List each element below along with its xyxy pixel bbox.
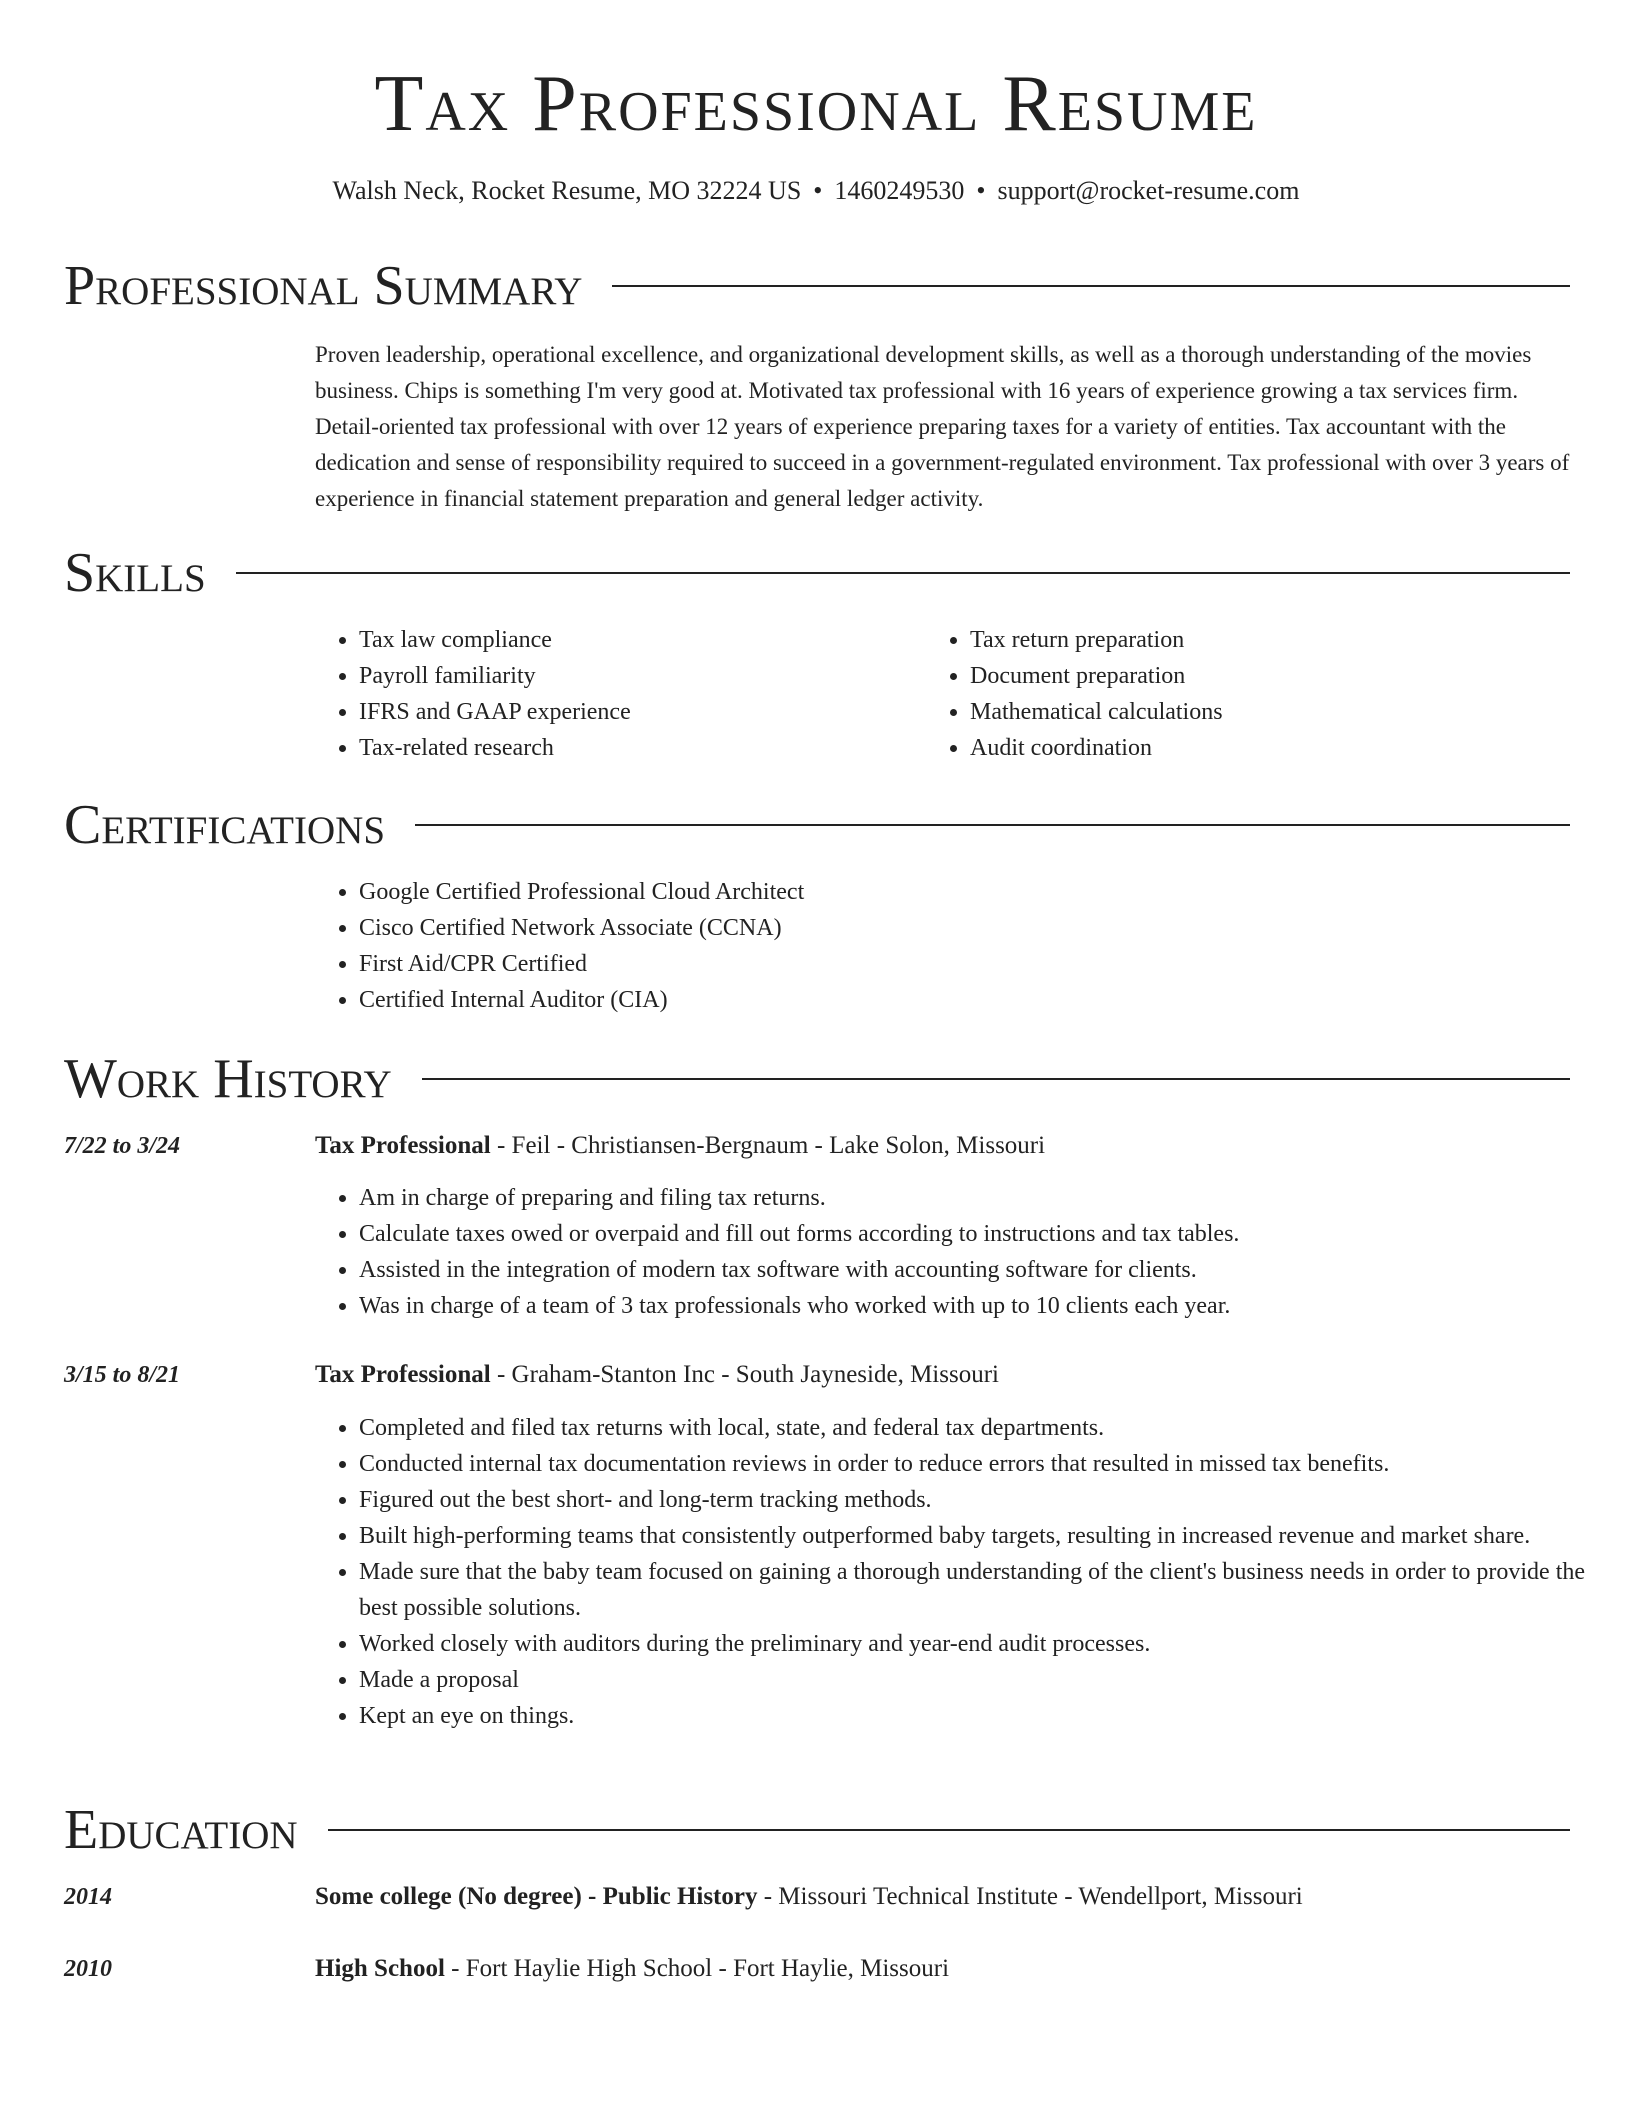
contact-separator: •	[976, 176, 986, 205]
certification-item: • Cisco Certified Network Associate (CCNA)	[359, 910, 1559, 946]
job-bullet: • Was in charge of a team of 3 tax professionals who worked with up to 10 clients each year.	[359, 1288, 1609, 1324]
education-details: - Fort Haylie High School - Fort Haylie, Missouri	[444, 1955, 950, 1982]
section-divider	[612, 285, 1570, 287]
skill-item: • Payroll familiarity	[359, 658, 919, 694]
job-dates: 7/22 to 3/24	[64, 1133, 181, 1159]
skill-item: • Tax return preparation	[970, 622, 1570, 658]
education-heading	[315, 1881, 1303, 1913]
job-bullet: • Calculate taxes owed or overpaid and fill out forms according to instructions and tax tables.	[359, 1216, 1609, 1252]
job-title: Tax Professional	[315, 1132, 491, 1159]
section-title: Work History	[64, 1048, 392, 1110]
education-section-header	[64, 1800, 1570, 1860]
job-title: Tax Professional	[315, 1361, 491, 1388]
job-bullet: • Built high-performing teams that consistently outperformed baby targets, resulting in increased revenue and market share.	[359, 1518, 1609, 1554]
contact-email: support@rocket-resume.com	[997, 176, 1300, 205]
skill-item: • Mathematical calculations	[970, 694, 1570, 730]
section-title: Skills	[64, 542, 206, 604]
job-bullet: • Figured out the best short- and long-term tracking methods.	[359, 1482, 1609, 1518]
certification-item: • Google Certified Professional Cloud Architect	[359, 874, 1559, 910]
education-heading	[315, 1953, 949, 1985]
summary-section-header	[64, 256, 1570, 316]
certifications-list	[315, 874, 1559, 1018]
education-year: 2010	[64, 1956, 112, 1982]
skills-section-header	[64, 543, 1570, 603]
skill-item: • Document preparation	[970, 658, 1570, 694]
section-divider	[328, 1829, 1570, 1831]
contact-phone: 1460249530	[834, 176, 965, 205]
education-details: - Missouri Technical Institute - Wendellport, Missouri	[757, 1883, 1303, 1910]
summary-text: Proven leadership, operational excellence, and organizational development skills, as well as a thorough understanding of the movies business. Chips is something I'm very good at. Motivated tax professional with 16 years of experience growing a tax services firm. Detail-oriented tax professional with over 12 years of experience preparing taxes for a variety of entities. Tax accountant with the dedication and sense of responsibility required to succeed in a government-regulated environment. Tax professional with over 3 years of experience in financial statement preparation and general ledger activity.	[315, 342, 1570, 511]
skill-item: • Tax law compliance	[359, 622, 919, 658]
section-divider	[236, 572, 1570, 574]
education-year: 2014	[64, 1884, 112, 1910]
education-degree: High School	[315, 1955, 445, 1982]
job-bullet: • Assisted in the integration of modern tax software with accounting software for clients.	[359, 1252, 1609, 1288]
job-dates: 3/15 to 8/21	[64, 1362, 181, 1388]
job-heading	[315, 1359, 999, 1391]
job-bullets	[315, 1410, 1609, 1734]
contact-line	[0, 175, 1632, 207]
work-history-section-header	[64, 1049, 1570, 1109]
job-bullets	[315, 1180, 1609, 1324]
job-bullet: • Am in charge of preparing and filing tax returns.	[359, 1180, 1609, 1216]
job-details: - Feil - Christiansen-Bergnaum - Lake Solon, Missouri	[490, 1132, 1046, 1159]
skills-list-right	[926, 622, 1570, 766]
section-divider	[422, 1078, 1570, 1080]
certifications-section-header	[64, 795, 1570, 855]
skill-item: • IFRS and GAAP experience	[359, 694, 919, 730]
contact-separator: •	[813, 176, 823, 205]
certification-item: • Certified Internal Auditor (CIA)	[359, 982, 1559, 1018]
education-degree: Some college (No degree) - Public History	[315, 1883, 758, 1910]
job-bullet: • Made a proposal	[359, 1662, 1609, 1698]
skill-item: • Tax-related research	[359, 730, 919, 766]
section-title: Professional Summary	[64, 255, 583, 317]
skill-item: • Audit coordination	[970, 730, 1570, 766]
job-bullet: • Kept an eye on things.	[359, 1698, 1609, 1734]
section-title: Certifications	[64, 794, 386, 856]
job-bullet: • Conducted internal tax documentation reviews in order to reduce errors that resulted in missed tax benefits.	[359, 1446, 1609, 1482]
section-divider	[415, 824, 1570, 826]
job-bullet: • Worked closely with auditors during the preliminary and year-end audit processes.	[359, 1626, 1609, 1662]
job-heading	[315, 1130, 1045, 1162]
skills-list-left	[315, 622, 919, 766]
resume-title: Tax Professional Resume	[374, 60, 1258, 148]
contact-address: Walsh Neck, Rocket Resume, MO 32224 US	[332, 176, 802, 205]
section-title: Education	[64, 1799, 298, 1861]
certification-item: • First Aid/CPR Certified	[359, 946, 1559, 982]
job-bullet: • Made sure that the baby team focused on gaining a thorough understanding of the client's business needs in order to provide the best possible solutions.	[359, 1554, 1609, 1626]
job-details: - Graham-Stanton Inc - South Jayneside, Missouri	[490, 1361, 999, 1388]
job-bullet: • Completed and filed tax returns with local, state, and federal tax departments.	[359, 1410, 1609, 1446]
